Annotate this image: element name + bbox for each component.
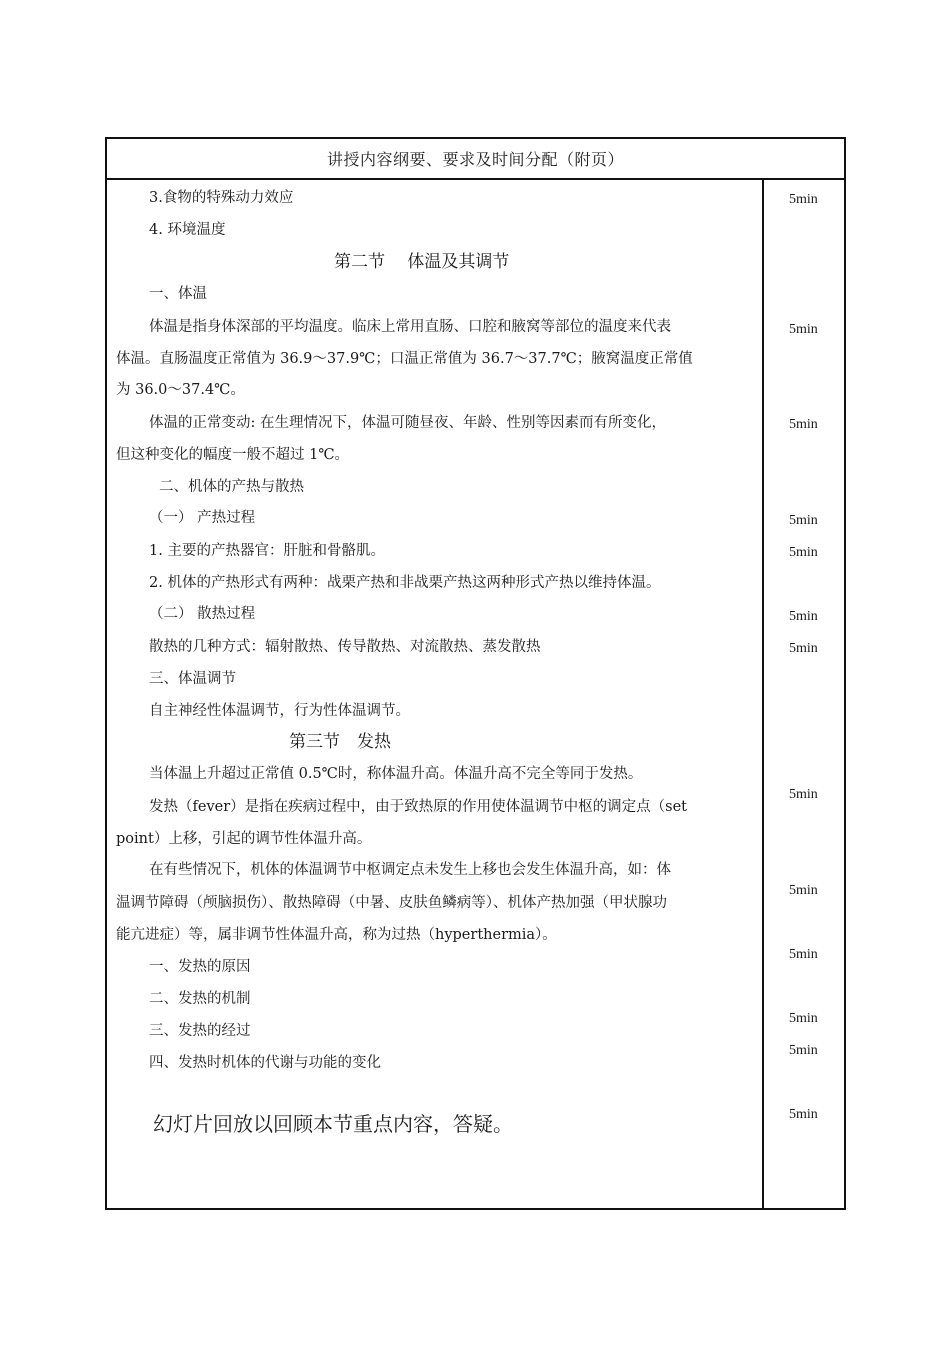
content-line: （一） 产热过程 <box>149 510 256 526</box>
section-heading: 第二节 体温及其调节 <box>334 252 510 272</box>
time-allocation: 5min <box>789 192 818 207</box>
closing-line: 幻灯片回放以回顾本节重点内容，答疑。 <box>153 1112 513 1136</box>
content-line: 一、体温 <box>149 286 207 302</box>
content-line: 温调节障碍（颅脑损伤）、散热障碍（中暑、皮肤鱼鳞病等）、机体产热加强（甲状腺功 <box>116 895 667 911</box>
outline-table <box>105 137 846 1210</box>
time-allocation: 5min <box>789 513 818 528</box>
content-line: 当体温上升超过正常值 0.5℃时，称体温升高。体温升高不完全等同于发热。 <box>149 766 643 782</box>
time-allocation: 5min <box>789 417 818 432</box>
content-line: 在有些情况下，机体的体温调节中枢调定点未发生上移也会发生体温升高，如：体 <box>149 862 671 878</box>
content-line: 1. 主要的产热器官：肝脏和骨骼肌。 <box>149 543 385 559</box>
content-line: 三、发热的经过 <box>149 1023 251 1039</box>
time-allocation: 5min <box>789 787 818 802</box>
content-line: 体温。直肠温度正常值为 36.9～37.9℃；口温正常值为 36.7～37.7℃；腋窝温度正常值 <box>116 351 693 367</box>
content-line: 体温的正常变动: 在生理情况下，体温可随昼夜、年龄、性别等因素而有所变化， <box>149 415 666 431</box>
content-line: 体温是指身体深部的平均温度。临床上常用直肠、口腔和腋窝等部位的温度来代表 <box>149 319 671 335</box>
content-line: 三、体温调节 <box>149 671 236 687</box>
content-line: 为 36.0～37.4℃。 <box>116 382 245 398</box>
column-divider <box>762 178 764 1208</box>
content-line: 2. 机体的产热形式有两种：战栗产热和非战栗产热这两种形式产热以维持体温。 <box>149 575 661 591</box>
content-line: （二） 散热过程 <box>149 606 256 622</box>
content-line: 二、机体的产热与散热 <box>159 479 304 495</box>
section-heading: 第三节 发热 <box>289 732 391 752</box>
content-line: 一、发热的原因 <box>149 959 251 975</box>
content-line: 四、发热时机体的代谢与功能的变化 <box>149 1055 381 1071</box>
table-header: 讲授内容纲要、要求及时间分配（附页） <box>107 139 844 180</box>
content-line: 3.食物的特殊动力效应 <box>149 190 294 206</box>
content-line: 4. 环境温度 <box>149 222 226 238</box>
time-allocation: 5min <box>789 947 818 962</box>
content-line: point）上移，引起的调节性体温升高。 <box>116 831 372 847</box>
time-allocation: 5min <box>789 322 818 337</box>
time-allocation: 5min <box>789 609 818 624</box>
content-line: 能亢进症）等，属非调节性体温升高，称为过热（hyperthermia）。 <box>116 927 557 943</box>
content-line: 散热的几种方式：辐射散热、传导散热、对流散热、蒸发散热 <box>149 639 541 655</box>
time-allocation: 5min <box>789 1043 818 1058</box>
content-line: 但这种变化的幅度一般不超过 1℃。 <box>116 447 350 463</box>
content-line: 二、发热的机制 <box>149 991 251 1007</box>
content-line: 自主神经性体温调节，行为性体温调节。 <box>149 703 410 719</box>
time-allocation: 5min <box>789 883 818 898</box>
time-allocation: 5min <box>789 641 818 656</box>
time-allocation: 5min <box>789 1107 818 1122</box>
time-allocation: 5min <box>789 1011 818 1026</box>
time-allocation: 5min <box>789 545 818 560</box>
content-line: 发热（fever）是指在疾病过程中，由于致热原的作用使体温调节中枢的调定点（set <box>149 799 687 815</box>
